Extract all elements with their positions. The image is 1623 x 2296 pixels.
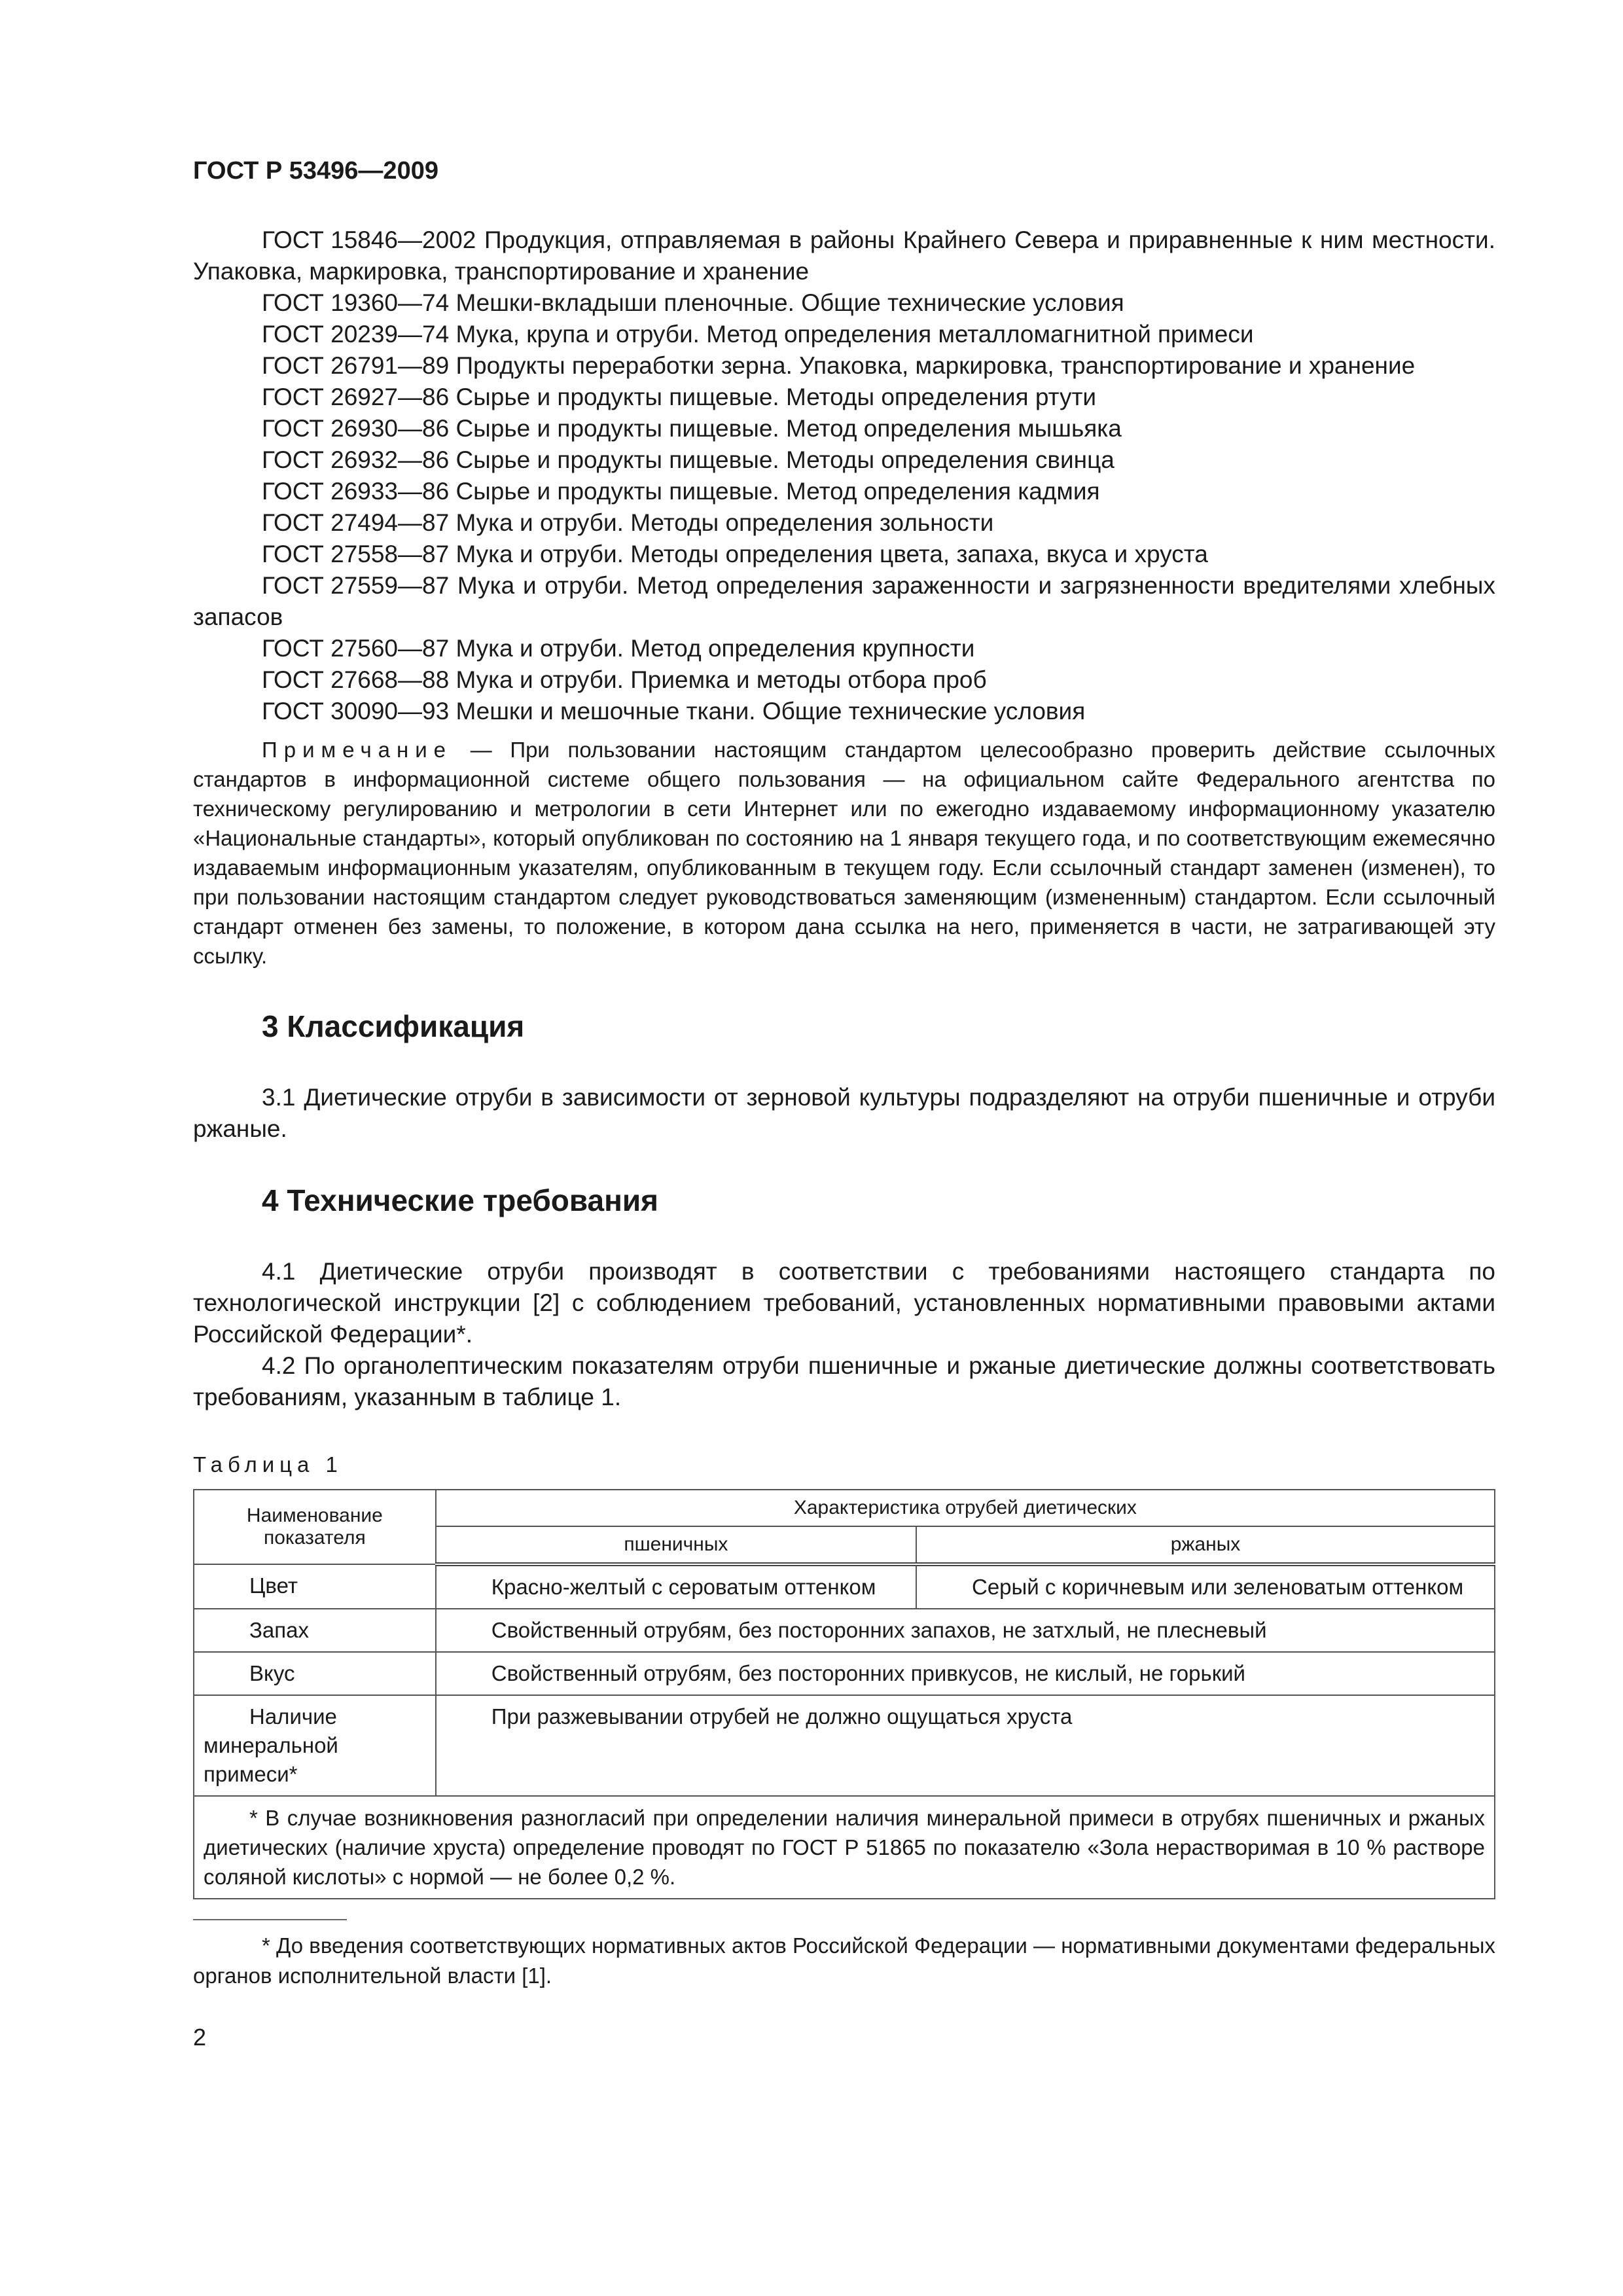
note-text: — При пользовании настоящим стандартом целесообразно проверить действие ссылочных стандартов в информационной системе общего пользования — на официальном сайте Федерального агентства по техническому регулированию и метрологии в сети Интернет или по ежегодно издаваемому информационному указателю «Национальные стандарты», который опубликован по состоянию на 1 января текущего года, и по соответствующим ежемесячно издаваемым информационным указателям, опубликованным в текущем году. Если ссылочный стандарт заменен (изменен), то при пользовании настоящим стандартом следует руководствоваться заменяющим (измененным) стандартом. Если ссылочный стандарт отменен без замены, то положение, в котором дана ссылка на него, применяется в части, не затрагивающей эту ссылку. — [193, 738, 1496, 968]
clause-3-1: 3.1 Диетические отруби в зависимости от зерновой культуры подразделяют на отруби пшеничные и отруби ржаные. — [193, 1084, 1495, 1142]
table-footnote: * В случае возникновения разногласий при определении наличия минеральной примеси в отрубях пшеничных и ржаных диетических (наличие хруста) определение проводят по ГОСТ Р 51865 по показателю «Зола нерастворимая в 10 % растворе соляной кислоты» с нормой — не более 0,2 %. — [194, 1796, 1495, 1899]
reference-title: Сырье и продукты пищевые. Метод определения мышьяка — [455, 415, 1122, 442]
row-indicator-name: Цвет — [194, 1564, 436, 1609]
page-footnote: * До введения соответствующих нормативных актов Российской Федерации — нормативными документами федеральных органов исполнительной власти [1]. — [193, 1933, 1495, 1988]
reference-item — [193, 539, 1495, 570]
reference-item — [193, 224, 1495, 287]
reference-item — [193, 382, 1495, 413]
reference-code: ГОСТ 19360—74 — [262, 289, 450, 316]
reference-item — [193, 350, 1495, 382]
reference-code: ГОСТ 27560—87 — [262, 635, 450, 662]
note-label: Примечание — [262, 738, 453, 762]
reference-item — [193, 476, 1495, 507]
document-header: ГОСТ Р 53496—2009 — [193, 157, 438, 185]
reference-title: Мука и отруби. Приемка и методы отбора проб — [455, 666, 987, 693]
normative-references — [193, 224, 1495, 727]
reference-title: Мешки и мешочные ткани. Общие технические условия — [455, 698, 1086, 725]
page-number: 2 — [193, 2024, 207, 2051]
column-group-header: Характеристика отрубей диетических — [436, 1490, 1495, 1526]
reference-code: ГОСТ 26933—86 — [262, 478, 450, 505]
reference-item — [193, 319, 1495, 350]
column-header-indicator: Наименование показателя — [194, 1490, 436, 1564]
column-header-rye: ржаных — [916, 1526, 1495, 1564]
table-row — [194, 1695, 1495, 1796]
reference-code: ГОСТ 27559—87 — [262, 572, 450, 599]
section-3-heading: 3 Классификация — [262, 1009, 525, 1043]
reference-item — [193, 696, 1495, 727]
row-indicator-name: Вкус — [194, 1652, 436, 1695]
table-row — [194, 1652, 1495, 1695]
combined-value: При разжевывании отрубей не должно ощущаться хруста — [436, 1695, 1495, 1796]
reference-code: ГОСТ 26930—86 — [262, 415, 450, 442]
note-paragraph — [193, 735, 1495, 971]
clause-4-2: 4.2 По органолептическим показателям отруби пшеничные и ржаные диетические должны соответствовать требованиям, указанным в таблице 1. — [193, 1352, 1495, 1410]
reference-code: ГОСТ 20239—74 — [262, 321, 450, 348]
reference-title: Сырье и продукты пищевые. Методы определения свинца — [455, 446, 1115, 473]
reference-code: ГОСТ 27668—88 — [262, 666, 450, 693]
reference-item — [193, 507, 1495, 539]
reference-item — [193, 413, 1495, 444]
table-caption: Таблица 1 — [193, 1452, 343, 1477]
rye-value: Серый с коричневым или зеленоватым оттенком — [916, 1564, 1495, 1609]
reference-item — [193, 570, 1495, 633]
clause-4-1: 4.1 Диетические отруби производят в соответствии с требованиями настоящего стандарта по технологической инструкции [2] с соблюдением требований, установленных нормативными правовыми актами Российской Федерации*. — [193, 1258, 1495, 1348]
reference-title: Сырье и продукты пищевые. Методы определения ртути — [455, 384, 1097, 410]
table-row — [194, 1564, 1495, 1609]
reference-title: Мешки-вкладыши пленочные. Общие технические условия — [455, 289, 1124, 316]
row-indicator-name: Наличие минеральной примеси* — [194, 1695, 436, 1796]
reference-item — [193, 664, 1495, 696]
reference-item — [193, 633, 1495, 664]
reference-title: Мука и отруби. Методы определения зольности — [455, 509, 994, 536]
column-header-wheat: пшеничных — [436, 1526, 916, 1564]
table-row — [194, 1609, 1495, 1652]
organoleptic-table — [193, 1489, 1495, 1899]
reference-title: Сырье и продукты пищевые. Метод определения кадмия — [455, 478, 1100, 505]
reference-code: ГОСТ 26927—86 — [262, 384, 450, 410]
table-footnote-row — [194, 1796, 1495, 1899]
wheat-value: Красно-желтый с сероватым оттенком — [436, 1564, 916, 1609]
reference-title: Мука, крупа и отруби. Метод определения металломагнитной примеси — [455, 321, 1254, 348]
footnote-divider — [193, 1919, 347, 1920]
reference-item — [193, 287, 1495, 319]
reference-code: ГОСТ 30090—93 — [262, 698, 450, 725]
reference-code: ГОСТ 15846—2002 — [262, 226, 476, 253]
reference-code: ГОСТ 27494—87 — [262, 509, 450, 536]
reference-title: Мука и отруби. Методы определения цвета, запаха, вкуса и хруста — [455, 541, 1208, 567]
combined-value: Свойственный отрубям, без посторонних запахов, не затхлый, не плесневый — [436, 1609, 1495, 1652]
reference-code: ГОСТ 26932—86 — [262, 446, 450, 473]
reference-title: Мука и отруби. Метод определения зараженности и загрязненности вредителями хлебных запасов — [193, 572, 1495, 630]
document-page — [193, 157, 1495, 2051]
reference-code: ГОСТ 26791—89 — [262, 352, 450, 379]
section-4-heading: 4 Технические требования — [262, 1183, 658, 1217]
reference-code: ГОСТ 27558—87 — [262, 541, 450, 567]
reference-item — [193, 444, 1495, 476]
reference-title: Мука и отруби. Метод определения крупности — [455, 635, 975, 662]
combined-value: Свойственный отрубям, без посторонних привкусов, не кислый, не горький — [436, 1652, 1495, 1695]
reference-title: Продукты переработки зерна. Упаковка, маркировка, транспортирование и хранение — [455, 352, 1416, 379]
reference-title: Продукция, отправляемая в районы Крайнего Севера и приравненные к ним местности. Упаковка, маркировка, транспортирование и хранение — [193, 226, 1496, 285]
row-indicator-name: Запах — [194, 1609, 436, 1652]
